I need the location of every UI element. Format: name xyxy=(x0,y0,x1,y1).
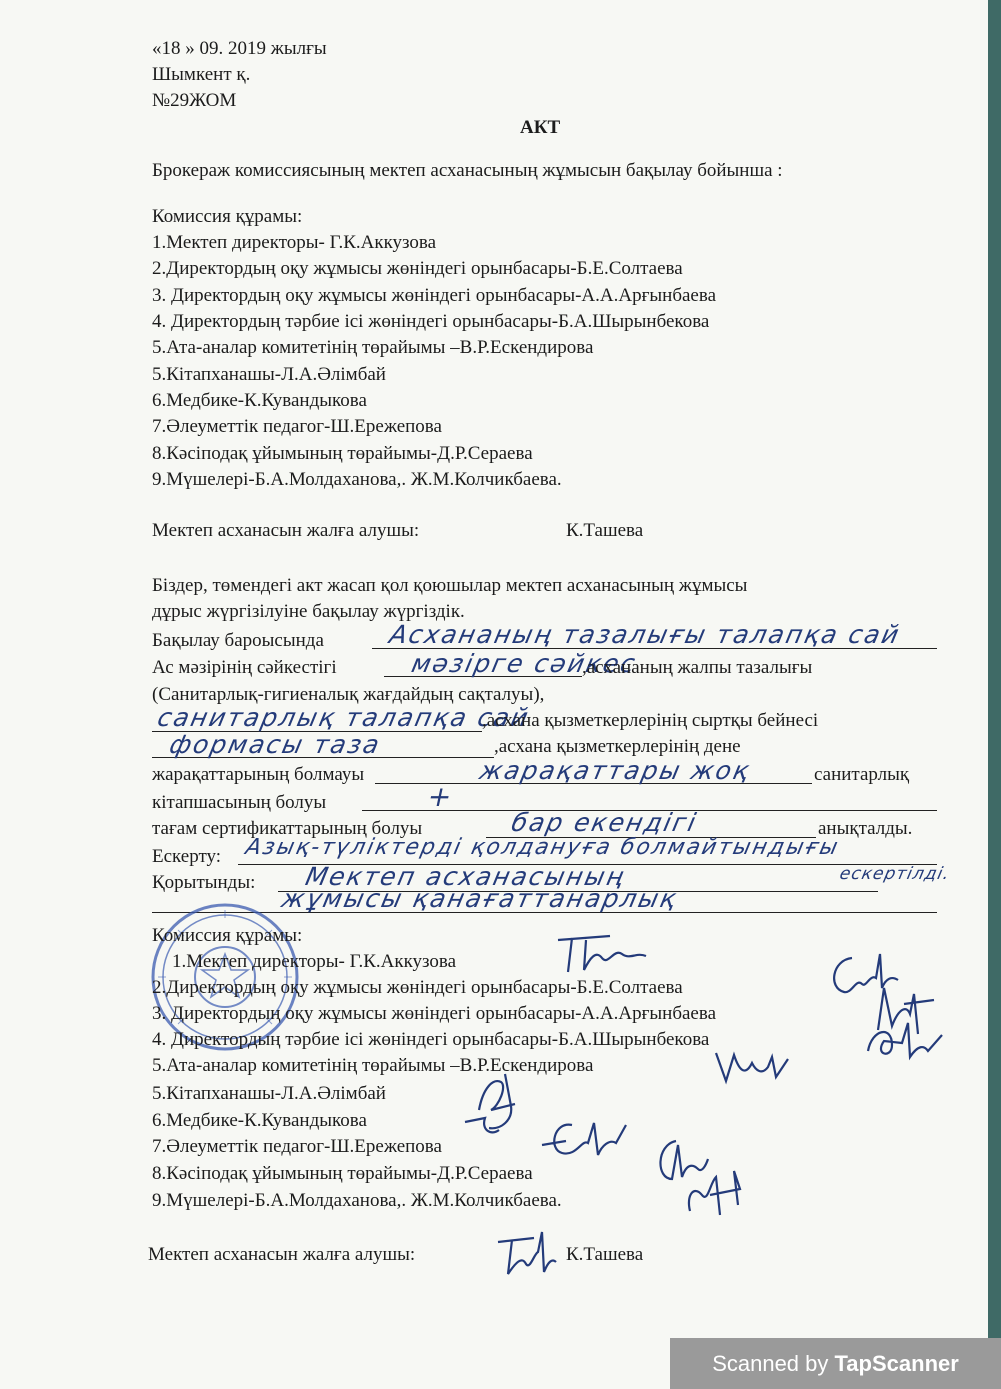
form-label: тағам сертификаттарының болуы xyxy=(152,818,423,839)
signature xyxy=(680,1165,750,1221)
scanner-watermark xyxy=(670,1338,1001,1389)
form-label: кітапшасының болуы xyxy=(152,792,327,813)
commission-member: 2.Директордың оқу жұмысы жөніндегі орынбасары-Б.Е.Солтаева xyxy=(152,258,683,279)
doc-title: АКТ xyxy=(520,117,561,138)
handwritten-entry: + xyxy=(424,780,457,813)
commission-member: 8.Кәсіподақ ұйымының төрайымы-Д.Р.Сераева xyxy=(152,1163,533,1184)
signature xyxy=(712,1045,792,1085)
scan-background-edge xyxy=(988,0,1001,1389)
handwritten-entry: жұмысы қанағаттанарлық xyxy=(278,884,681,913)
commission-member: 4. Директордың тәрбие ісі жөніндегі орынбасары-Б.А.Шырынбекова xyxy=(152,1029,710,1050)
watermark-text: Scanned by xyxy=(712,1351,835,1376)
commission-member: 9.Мүшелері-Б.А.Молдаханова,. Ж.М.Колчикбаева. xyxy=(152,469,562,490)
form-text: анықталды. xyxy=(818,818,913,839)
handwritten-entry: формасы таза xyxy=(166,730,384,759)
handwritten-entry: мәзірге сәйкес xyxy=(408,649,640,678)
form-label: Бақылау бароысында xyxy=(152,630,324,651)
commission-member: 1.Мектеп директоры- Г.К.Аккузова xyxy=(172,951,457,972)
form-text: ,асхана қызметкерлерінің дене xyxy=(494,736,741,757)
handwritten-entry: санитарлық талапқа сай xyxy=(154,703,533,732)
commission-heading: Комиссия құрамы: xyxy=(152,206,303,227)
handwritten-entry: бар екендігі xyxy=(508,808,701,837)
signature xyxy=(550,928,660,978)
form-text: ,асхананың жалпы тазалығы xyxy=(582,657,813,678)
doc-date: «18 » 09. 2019 жылғы xyxy=(152,38,327,59)
handwritten-entry: жарақаттары жоқ xyxy=(476,756,754,785)
handwritten-entry: ескертілді. xyxy=(837,864,952,884)
commission-member: 3. Директордың оқу жұмысы жөніндегі орынбасары-А.А.Арғынбаева xyxy=(152,285,717,306)
commission-member: 5.Кітапханашы-Л.А.Әлімбай xyxy=(152,364,386,385)
intro-line: дұрыс жүргізілуіне бақылау жүргіздік. xyxy=(152,601,465,622)
form-text: (Санитарлық-гигиеналық жағдайдың сақталуы), xyxy=(152,684,545,705)
commission-member: 8.Кәсіподақ ұйымының төрайымы-Д.Р.Сераева xyxy=(152,443,533,464)
commission-heading: Комиссия құрамы: xyxy=(152,925,303,946)
doc-subtitle: Брокераж комиссиясының мектеп асханасының жұмысын бақылау бойынша : xyxy=(152,160,783,181)
commission-member: 7.Әлеуметтік педагог-Ш.Ережепова xyxy=(152,1136,442,1157)
form-text: ,асхана қызметкерлерінің сыртқы бейнесі xyxy=(482,710,819,731)
form-text: санитарлық xyxy=(814,764,910,785)
form-label: Ас мәзірінің сәйкестігі xyxy=(152,657,337,678)
tenant-label: Мектеп асханасын жалға алушы: xyxy=(152,520,420,541)
tenant-name: К.Ташева xyxy=(566,520,644,541)
commission-member: 7.Әлеуметтік педагог-Ш.Ережепова xyxy=(152,416,442,437)
watermark-brand: TapScanner xyxy=(834,1351,959,1376)
tenant-name: К.Ташева xyxy=(566,1244,644,1265)
commission-member: 2.Директордың оқу жұмысы жөніндегі орынбасары-Б.Е.Солтаева xyxy=(152,977,683,998)
form-label: Ескерту: xyxy=(152,846,222,867)
signature xyxy=(455,1070,535,1140)
handwritten-entry: Мектеп асханасының xyxy=(302,862,629,891)
signature xyxy=(532,1115,632,1165)
intro-line: Біздер, төмендегі акт жасап қол қоюшылар мектеп асханасының жұмысы xyxy=(152,575,748,596)
commission-member: 6.Медбике-К.Кувандыкова xyxy=(152,390,367,411)
signature xyxy=(862,1015,946,1065)
commission-member: 5.Кітапханашы-Л.А.Әлімбай xyxy=(152,1083,386,1104)
commission-member: 3. Директордың оқу жұмысы жөніндегі орынбасары-А.А.Арғынбаева xyxy=(152,1003,717,1024)
commission-member: 6.Медбике-К.Кувандыкова xyxy=(152,1110,367,1131)
signature xyxy=(490,1228,560,1282)
doc-number: №29ЖОМ xyxy=(152,90,237,111)
doc-city: Шымкент қ. xyxy=(152,64,251,85)
handwritten-entry: Асхананың тазалығы талапқа сай xyxy=(386,620,904,649)
handwritten-entry: Азық-түліктерді қолдануға болмайтындығы xyxy=(243,835,842,860)
tenant-label: Мектеп асханасын жалға алушы: xyxy=(148,1244,416,1265)
commission-member: 5.Ата-аналар комитетінің төрайымы –В.Р.Ескендирова xyxy=(152,1055,594,1076)
form-label: жарақаттарының болмауы xyxy=(152,764,365,785)
commission-member: 1.Мектеп директоры- Г.К.Аккузова xyxy=(152,232,437,253)
commission-member: 4. Директордың тәрбие ісі жөніндегі орынбасары-Б.А.Шырынбекова xyxy=(152,311,710,332)
form-label: Қорытынды: xyxy=(152,872,256,893)
commission-member: 9.Мүшелері-Б.А.Молдаханова,. Ж.М.Колчикбаева. xyxy=(152,1190,562,1211)
commission-member: 5.Ата-аналар комитетінің төрайымы –В.Р.Ескендирова xyxy=(152,337,594,358)
